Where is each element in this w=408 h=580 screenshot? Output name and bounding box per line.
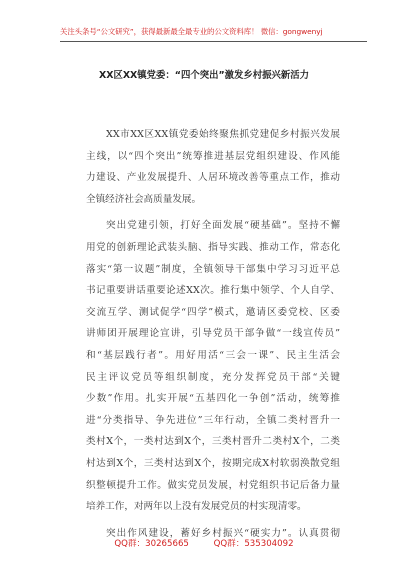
paragraph-2-line-7: 和“基层践行者”。用好用活“三会一课”、民主生活会 — [86, 349, 340, 361]
document-body — [86, 124, 340, 544]
document-title: XX区XX镇党委：“四个突出”激发乡村振兴新活力 — [99, 70, 309, 81]
footer-qq-group-1: QQ群：30265665 — [114, 539, 189, 549]
footer-qq-group-2: QQ群：535304092 — [213, 539, 294, 549]
paragraph-2-line-10: 进“分类指导、争先进位”三年行动，全镇二类村晋升一 — [86, 414, 340, 426]
paragraph-2-line-4: 书记重要讲话重要论述XX次。推行集中领学、个人自学、 — [86, 285, 340, 297]
paragraph-2-line-2: 用党的创新理论武装头脑、指导实践、推动工作，常态化 — [86, 241, 340, 253]
paragraph-2-line-11: 类村X个，一类村达到X个，三类村晋升二类村X个，二类 — [86, 436, 340, 448]
paragraph-2-line-12: 村达到X个，三类村达到X个，按期完成X村软弱涣散党组 — [86, 457, 340, 469]
header-banner: 关注头条号“公文研究”，获得最新最全最专业的公文资料库！ 微信：gongwenyj — [60, 27, 323, 36]
paragraph-2-line-3: 落实“第一议题”制度，全镇领导干部集中学习习近平总 — [86, 263, 340, 275]
paragraph-1-line-4: 全镇经济社会高质量发展。 — [86, 193, 202, 205]
paragraph-2-line-6: 讲师团开展理论宣讲，引导党员干部争做“一线宣传员” — [86, 328, 340, 340]
footer-contact — [0, 539, 408, 550]
paragraph-2-line-8: 民主评议党员等组织制度，充分发挥党员干部“关键 — [86, 371, 340, 383]
paragraph-2-line-9: 少数”作用。扎实开展“五基四化一争创”活动，统筹推 — [86, 393, 340, 405]
paragraph-2-line-14: 培养工作，对两年以上没有发展党员的村实现清零。 — [86, 501, 307, 513]
paragraph-2-line-13: 织整顿提升工作。做实党员发展，村党组织书记后备力量 — [86, 479, 340, 491]
paragraph-1-line-1: XX市XX区XX镇党委始终聚焦抓党建促乡村振兴发展 — [106, 129, 340, 140]
header-divider — [60, 41, 367, 42]
paragraph-2-line-1: 突出党建引领，打好全面发展“硬基础”。坚持不懈 — [106, 220, 340, 232]
paragraph-1-line-3: 力建设、产业发展提升、人居环境改善等重点工作，推动 — [86, 172, 340, 184]
paragraph-1-line-2: 主线，以“四个突出”统筹推进基层党组织建设、作风能 — [86, 150, 340, 162]
paragraph-3-line-1: 突出作风建设，蓄好乡村振兴“硬实力”。认真贯彻 — [106, 527, 340, 539]
paragraph-2-line-5: 交流互学、测试促学“四学”模式，邀请区委党校、区委 — [86, 306, 340, 318]
